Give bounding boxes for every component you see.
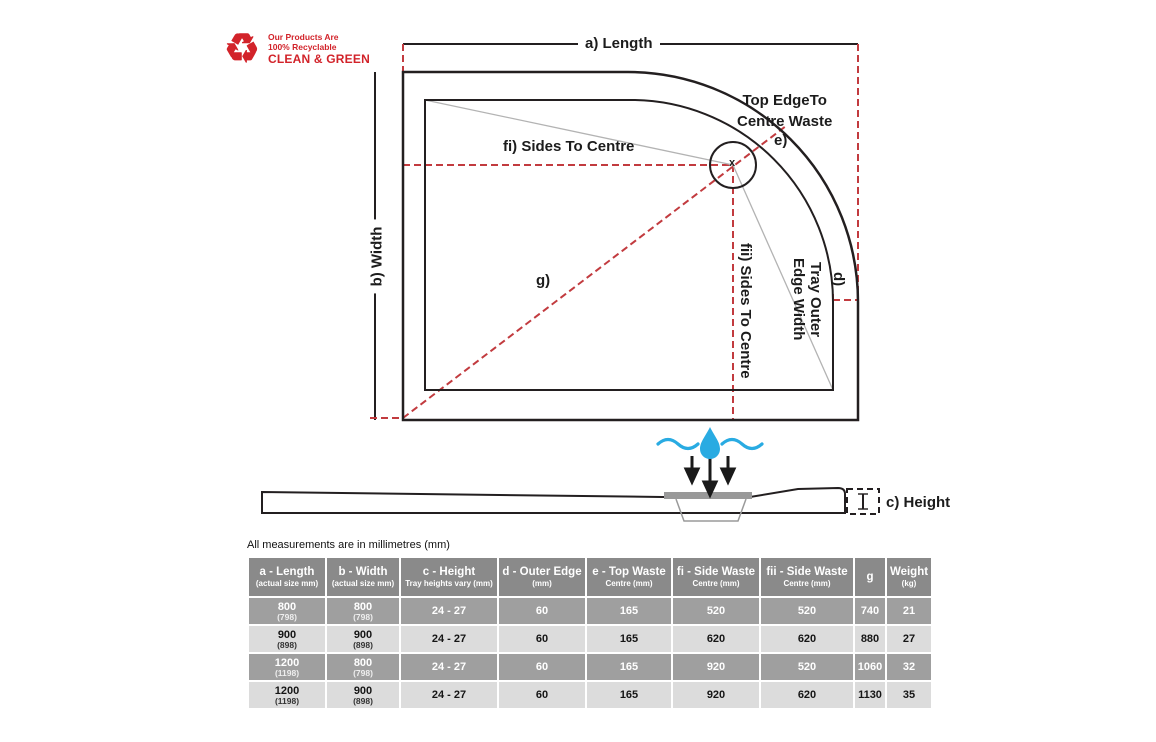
cell-value: 60 — [535, 605, 549, 617]
cell-value: 920 — [706, 689, 726, 701]
cell-value: 900 — [353, 684, 373, 697]
table-cell — [855, 598, 885, 624]
column-header-8 — [887, 558, 931, 596]
table-cell — [401, 654, 497, 680]
cell-actual-size: (898) — [277, 639, 297, 650]
flow-arrows — [686, 456, 734, 495]
table-cell — [887, 626, 931, 652]
cell-actual-size: (1198) — [274, 695, 300, 706]
table-cell — [499, 682, 585, 708]
header-main: c - Height — [422, 565, 476, 578]
column-header-4 — [587, 558, 671, 596]
header-sub: (kg) — [901, 578, 917, 588]
header-main: fii - Side Waste — [766, 565, 848, 578]
column-header-3 — [499, 558, 585, 596]
cell-value: 1200 — [274, 656, 300, 669]
table-cell — [499, 598, 585, 624]
header-main: e - Top Waste — [592, 565, 666, 578]
cell-value: 24 - 27 — [431, 689, 467, 701]
cell-value: 1060 — [857, 661, 883, 673]
cell-value: 900 — [277, 628, 297, 641]
cell-value: 800 — [277, 600, 297, 613]
cell-value: 920 — [706, 661, 726, 673]
waste-centre-mark: x — [729, 157, 736, 169]
table-row-1 — [249, 626, 931, 652]
column-header-6 — [761, 558, 853, 596]
cell-value: 24 - 27 — [431, 605, 467, 617]
cell-value: 800 — [353, 600, 373, 613]
slogan-line1: Our Products Are — [268, 32, 339, 42]
height-dimension-box — [847, 489, 879, 514]
cell-value: 24 - 27 — [431, 661, 467, 673]
cell-value: 60 — [535, 633, 549, 645]
table-cell — [887, 654, 931, 680]
table-cell — [673, 654, 759, 680]
cell-value: 800 — [353, 656, 373, 669]
table-row-0 — [249, 598, 931, 624]
slogan-line3: CLEAN & GREEN — [268, 51, 370, 66]
column-header-5 — [673, 558, 759, 596]
table-cell — [855, 626, 885, 652]
column-header-1 — [327, 558, 399, 596]
table-row-2 — [249, 654, 931, 680]
table-cell — [249, 626, 325, 652]
table-cell — [761, 598, 853, 624]
cell-actual-size: (898) — [353, 639, 373, 650]
table-cell — [499, 626, 585, 652]
cell-value: 620 — [797, 633, 817, 645]
table-cell — [499, 654, 585, 680]
column-header-7 — [855, 558, 885, 596]
table-cell — [855, 682, 885, 708]
header-sub: (actual size mm) — [255, 578, 319, 588]
fi-dimension-label: fi) Sides To Centre — [503, 138, 635, 155]
cell-actual-size: (798) — [353, 667, 373, 678]
table-cell — [761, 626, 853, 652]
header-sub: Centre (mm) — [605, 578, 653, 588]
table-cell — [327, 682, 399, 708]
table-cell — [249, 598, 325, 624]
header-sub: Centre (mm) — [783, 578, 831, 588]
table-cell — [887, 682, 931, 708]
header-sub: Tray heights vary (mm) — [405, 578, 493, 588]
cell-value: 32 — [902, 661, 916, 673]
table-cell — [249, 682, 325, 708]
slogan-line2: 100% Recyclable — [268, 41, 337, 52]
table-cell — [587, 598, 671, 624]
cell-value: 165 — [619, 661, 639, 673]
table-cell — [855, 654, 885, 680]
cell-value: 620 — [706, 633, 726, 645]
cell-value: 900 — [353, 628, 373, 641]
column-header-0 — [249, 558, 325, 596]
length-dimension-label: a) Length — [578, 35, 660, 52]
height-dimension-label: c) Height — [886, 494, 951, 511]
header-main: b - Width — [338, 565, 388, 578]
e-dimension-label: e) — [774, 132, 788, 149]
cell-value: 35 — [902, 689, 916, 701]
table-cell — [249, 654, 325, 680]
table-cell — [587, 626, 671, 652]
table-cell — [887, 598, 931, 624]
table-cell — [327, 654, 399, 680]
top-edge-to-centre-waste-label-line1: Top EdgeTo — [742, 92, 827, 109]
header-main: a - Length — [259, 565, 315, 578]
header-sub: (actual size mm) — [331, 578, 395, 588]
cell-value: 165 — [619, 689, 639, 701]
fii-dimension-label: fii) Sides To Centre — [737, 243, 754, 379]
spec-table — [247, 556, 933, 710]
top-edge-to-centre-waste-label-line2: Centre Waste — [737, 113, 833, 130]
cell-value: 520 — [797, 661, 817, 673]
cell-value: 1130 — [858, 689, 882, 701]
cell-value: 1200 — [274, 684, 300, 697]
cell-actual-size: (798) — [353, 611, 373, 622]
header-sub: (mm) — [532, 578, 552, 588]
g-dimension-label: g) — [536, 272, 551, 289]
recycle-slogan — [268, 33, 370, 66]
table-cell — [401, 682, 497, 708]
table-cell — [327, 598, 399, 624]
side-profile-outline — [262, 488, 845, 513]
cell-actual-size: (798) — [277, 611, 297, 622]
tray-outer-edge-width-label-line2: Edge Width — [790, 258, 807, 341]
header-main: fi - Side Waste — [676, 565, 756, 578]
cell-value: 27 — [902, 633, 916, 645]
table-cell — [401, 626, 497, 652]
table-cell — [401, 598, 497, 624]
d-dimension-label: d) — [830, 272, 847, 287]
table-cell — [673, 682, 759, 708]
spec-table-header — [249, 558, 931, 596]
cell-value: 620 — [797, 689, 817, 701]
table-cell — [587, 682, 671, 708]
measurements-note: All measurements are in millimetres (mm) — [247, 539, 450, 551]
cell-value: 21 — [902, 605, 916, 617]
table-cell — [673, 626, 759, 652]
table-cell — [673, 598, 759, 624]
recycle-icon: ♻ — [224, 27, 260, 71]
header-sub: Centre (mm) — [692, 578, 740, 588]
column-header-2 — [401, 558, 497, 596]
table-cell — [761, 654, 853, 680]
table-cell — [327, 626, 399, 652]
cell-value: 880 — [860, 633, 880, 645]
spec-table-body — [249, 598, 931, 708]
water-drop-icon — [658, 427, 762, 459]
cell-value: 165 — [619, 633, 639, 645]
cell-value: 24 - 27 — [431, 633, 467, 645]
width-dimension-label: b) Width — [368, 220, 385, 294]
header-main: Weight — [889, 565, 929, 578]
cell-actual-size: (898) — [353, 695, 373, 706]
cell-value: 520 — [797, 605, 817, 617]
cell-actual-size: (1198) — [274, 667, 300, 678]
cell-value: 60 — [535, 661, 549, 673]
cell-value: 740 — [860, 605, 880, 617]
cell-value: 520 — [706, 605, 726, 617]
header-main: g — [866, 570, 874, 583]
header-row — [249, 558, 931, 596]
cell-value: 60 — [535, 689, 549, 701]
tray-outer-edge-width-label-line1: Tray Outer — [807, 261, 824, 337]
table-row-3 — [249, 682, 931, 708]
header-main: d - Outer Edge — [502, 565, 582, 578]
table-cell — [761, 682, 853, 708]
cell-value: 165 — [619, 605, 639, 617]
table-cell — [587, 654, 671, 680]
